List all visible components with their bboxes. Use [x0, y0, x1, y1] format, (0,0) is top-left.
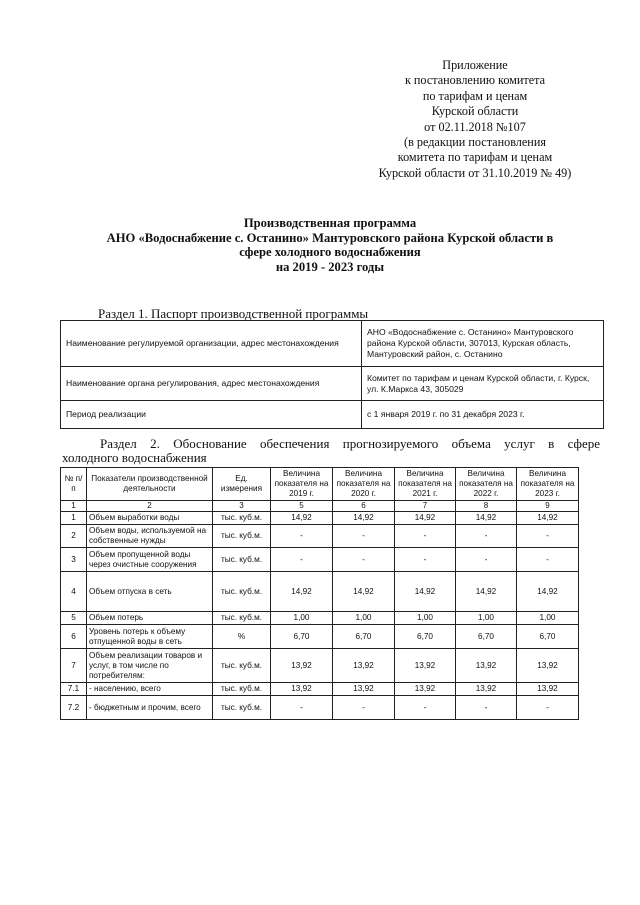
unit-cell: %: [213, 625, 271, 649]
indicator-name: Уровень потерь к объему отпущенной воды в сеть: [87, 625, 213, 649]
title-line: Производственная программа: [243, 216, 417, 230]
column-header: Величина показателя на 2020 г.: [333, 468, 395, 501]
value-2022: 6,70: [456, 625, 517, 649]
column-header: Величина показателя на 2021 г.: [395, 468, 456, 501]
indicator-name: Объем отпуска в сеть: [87, 572, 213, 612]
unit-cell: тыс. куб.м.: [213, 512, 271, 525]
passport-row: [61, 367, 604, 401]
value-2023: -: [517, 696, 579, 720]
indicator-name: Объем выработки воды: [87, 512, 213, 525]
value-2021: 1,00: [395, 612, 456, 625]
value-2021: 13,92: [395, 683, 456, 696]
value-2022: -: [456, 696, 517, 720]
row-number: 7: [61, 649, 87, 683]
unit-cell: тыс. куб.м.: [213, 696, 271, 720]
document-title: [60, 216, 600, 274]
title-line: сфере холодного водоснабжения: [239, 245, 421, 260]
value-2020: 14,92: [333, 512, 395, 525]
unit-cell: тыс. куб.м.: [213, 572, 271, 612]
value-2021: -: [395, 696, 456, 720]
value-2022: 13,92: [456, 683, 517, 696]
value-2020: 14,92: [333, 572, 395, 612]
unit-cell: тыс. куб.м.: [213, 525, 271, 548]
value-2019: 13,92: [271, 683, 333, 696]
table-row: [61, 649, 579, 683]
value-2019: 6,70: [271, 625, 333, 649]
row-number: 2: [61, 525, 87, 548]
unit-cell: тыс. куб.м.: [213, 548, 271, 572]
passport-table: [60, 320, 604, 429]
section1-heading: Раздел 1. Паспорт производственной программы: [98, 306, 369, 321]
value-2019: 14,92: [271, 572, 333, 612]
passport-value: Комитет по тарифам и ценам Курской области, г. Курск, ул. К.Маркса 43, 305029: [362, 367, 604, 401]
table-row: [61, 683, 579, 696]
column-index: 5: [271, 501, 333, 512]
column-index-row: [61, 501, 579, 512]
value-2021: 13,92: [395, 649, 456, 683]
table-row: [61, 572, 579, 612]
header-row: [61, 468, 579, 501]
column-index: 7: [395, 501, 456, 512]
passport-row: [61, 321, 604, 367]
column-index: 8: [456, 501, 517, 512]
value-2022: 13,92: [456, 649, 517, 683]
value-2023: 13,92: [517, 683, 579, 696]
row-number: 3: [61, 548, 87, 572]
passport-label: Период реализации: [61, 401, 362, 429]
section2-heading-line: холодного водоснабжения: [62, 450, 207, 465]
column-header: Показатели производственной деятельности: [87, 468, 213, 501]
value-2022: -: [456, 525, 517, 548]
column-index: 2: [87, 501, 213, 512]
value-2022: -: [456, 548, 517, 572]
appendix-line: Курской области от 31.10.2019 № 49): [378, 165, 572, 180]
value-2023: 1,00: [517, 612, 579, 625]
value-2022: 14,92: [456, 512, 517, 525]
column-index: 3: [213, 501, 271, 512]
indicator-name: Объем пропущенной воды через очистные сооружения: [87, 548, 213, 572]
section2-heading: [62, 437, 600, 465]
appendix-line: по тарифам и ценам: [422, 88, 528, 103]
indicator-name: Объем потерь: [87, 612, 213, 625]
indicator-name: - населению, всего: [87, 683, 213, 696]
value-2020: 6,70: [333, 625, 395, 649]
passport-label: Наименование органа регулирования, адрес местонахождения: [61, 367, 362, 401]
value-2019: -: [271, 548, 333, 572]
appendix-line: Приложение: [442, 58, 508, 72]
indicator-name: Объем реализации товаров и услуг, в том числе по потребителям:: [87, 649, 213, 683]
row-number: 7.1: [61, 683, 87, 696]
value-2023: 6,70: [517, 625, 579, 649]
column-header: № п/п: [61, 468, 87, 501]
passport-value: АНО «Водоснабжение с. Останино» Мантуровского района Курской области, 307013, Курская область, Мантуровский район, с. Останино: [362, 321, 604, 367]
table-row: [61, 612, 579, 625]
value-2022: 1,00: [456, 612, 517, 625]
unit-cell: тыс. куб.м.: [213, 683, 271, 696]
unit-cell: тыс. куб.м.: [213, 649, 271, 683]
column-header: Величина показателя на 2019 г.: [271, 468, 333, 501]
value-2021: 14,92: [395, 572, 456, 612]
value-2019: 1,00: [271, 612, 333, 625]
value-2023: -: [517, 548, 579, 572]
title-line: на 2019 - 2023 годы: [275, 259, 385, 274]
row-number: 7.2: [61, 696, 87, 720]
value-2022: 14,92: [456, 572, 517, 612]
appendix-line: (в редакции постановления: [404, 135, 546, 150]
table-row: [61, 525, 579, 548]
row-number: 6: [61, 625, 87, 649]
value-2020: -: [333, 525, 395, 548]
table-row: [61, 696, 579, 720]
value-2020: -: [333, 696, 395, 720]
value-2023: 14,92: [517, 512, 579, 525]
table-row: [61, 512, 579, 525]
indicators-table: [60, 467, 579, 720]
value-2021: -: [395, 548, 456, 572]
value-2023: 14,92: [517, 572, 579, 612]
value-2020: 1,00: [333, 612, 395, 625]
passport-label: Наименование регулируемой организации, адрес местонахождения: [61, 321, 362, 367]
value-2020: 13,92: [333, 683, 395, 696]
value-2020: 13,92: [333, 649, 395, 683]
value-2019: 14,92: [271, 512, 333, 525]
column-header: Величина показателя на 2022 г.: [456, 468, 517, 501]
indicator-name: Объем воды, используемой на собственные нужды: [87, 525, 213, 548]
value-2019: 13,92: [271, 649, 333, 683]
value-2019: -: [271, 525, 333, 548]
passport-value: с 1 января 2019 г. по 31 декабря 2023 г.: [362, 401, 604, 429]
table-row: [61, 548, 579, 572]
section2-heading-line: Раздел 2. Обоснование обеспечения прогнозируемого объема услуг в сфере: [100, 436, 600, 451]
value-2023: -: [517, 525, 579, 548]
indicator-name: - бюджетным и прочим, всего: [87, 696, 213, 720]
value-2019: -: [271, 696, 333, 720]
appendix-line: к постановлению комитета: [404, 73, 546, 88]
appendix-line: Курской области: [431, 104, 519, 119]
table-row: [61, 625, 579, 649]
appendix-line: комитета по тарифам и ценам: [397, 150, 553, 165]
value-2023: 13,92: [517, 649, 579, 683]
unit-cell: тыс. куб.м.: [213, 612, 271, 625]
row-number: 5: [61, 612, 87, 625]
appendix-line: от 02.11.2018 №107: [424, 119, 526, 134]
value-2020: -: [333, 548, 395, 572]
appendix-block: [360, 58, 590, 181]
column-index: 6: [333, 501, 395, 512]
title-line: АНО «Водоснабжение с. Останино» Мантуровского района Курской области в: [106, 230, 554, 245]
column-index: 1: [61, 501, 87, 512]
row-number: 4: [61, 572, 87, 612]
passport-row: [61, 401, 604, 429]
value-2021: -: [395, 525, 456, 548]
column-header: Ед. измерения: [213, 468, 271, 501]
column-index: 9: [517, 501, 579, 512]
row-number: 1: [61, 512, 87, 525]
value-2021: 14,92: [395, 512, 456, 525]
value-2021: 6,70: [395, 625, 456, 649]
column-header: Величина показателя на 2023 г.: [517, 468, 579, 501]
